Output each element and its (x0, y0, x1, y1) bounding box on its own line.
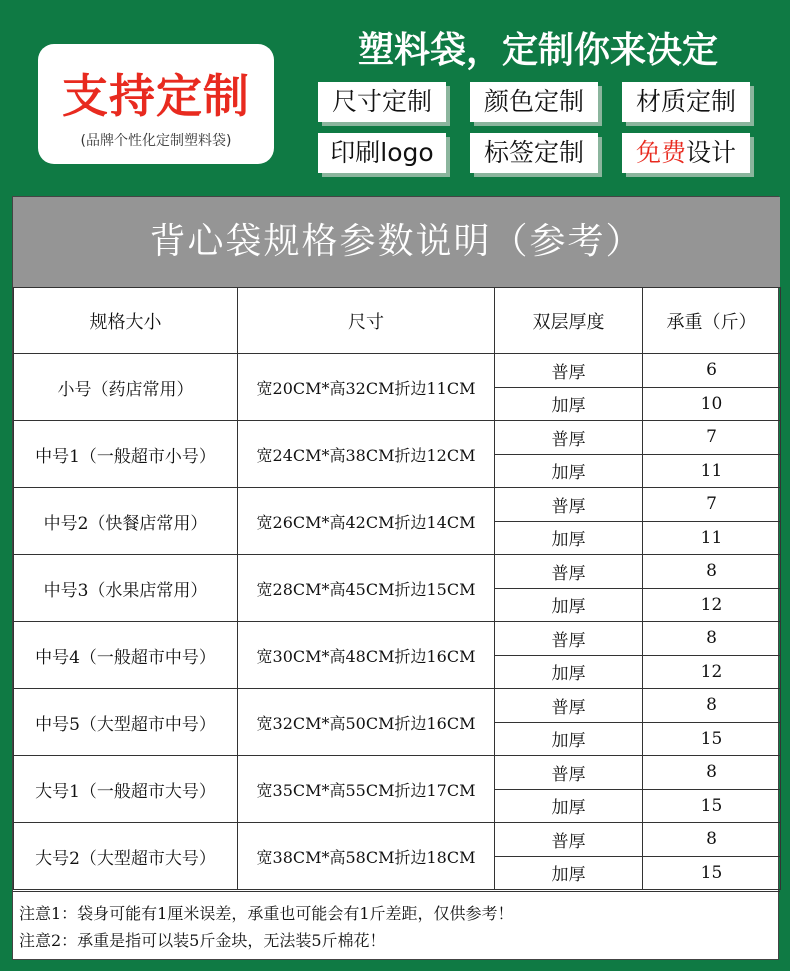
header-size: 尺寸 (238, 288, 495, 354)
tag-label: 印刷logo (330, 138, 434, 167)
tag-label-free: 免费 (635, 138, 686, 167)
spec-name-cell: 中号2（快餐店常用） (14, 488, 238, 555)
size-cell: 宽24CM*高38CM折边12CM (238, 421, 495, 488)
size-cell: 宽28CM*高45CM折边15CM (238, 555, 495, 622)
promo-title: 支持定制 (62, 69, 250, 123)
load-cell: 8 (643, 756, 781, 790)
load-cell: 12 (643, 588, 781, 622)
promo-box (38, 44, 274, 164)
tag-size-custom (318, 82, 446, 122)
size-cell: 宽32CM*高50CM折边16CM (238, 689, 495, 756)
header-spec: 规格大小 (14, 288, 238, 354)
load-cell: 8 (643, 555, 781, 589)
thickness-cell: 加厚 (495, 856, 643, 890)
promo-subtitle: (品牌个性化定制塑料袋) (80, 133, 232, 149)
load-cell: 12 (643, 655, 781, 689)
tag-label: 标签定制 (483, 138, 584, 167)
size-cell: 宽38CM*高58CM折边18CM (238, 823, 495, 890)
size-cell: 宽26CM*高42CM折边14CM (238, 488, 495, 555)
tag-label: 尺寸定制 (331, 87, 432, 116)
thickness-cell: 加厚 (495, 655, 643, 689)
load-cell: 15 (643, 789, 781, 823)
tag-logo-print (318, 133, 446, 173)
load-cell: 6 (643, 354, 781, 388)
load-cell: 11 (643, 521, 781, 555)
thickness-cell: 普厚 (495, 689, 643, 723)
spec-name-cell: 中号1（一般超市小号） (14, 421, 238, 488)
load-cell: 8 (643, 622, 781, 656)
table-row (14, 354, 781, 388)
load-cell: 8 (643, 689, 781, 723)
spec-name-cell: 小号（药店常用） (14, 354, 238, 421)
table-row (14, 421, 781, 455)
table-row (14, 555, 781, 589)
header-load: 承重（斤） (643, 288, 781, 354)
thickness-cell: 加厚 (495, 521, 643, 555)
load-cell: 11 (643, 454, 781, 488)
thickness-cell: 普厚 (495, 555, 643, 589)
spec-table-panel (12, 196, 779, 960)
spec-name-cell: 中号5（大型超市中号） (14, 689, 238, 756)
table-row (14, 689, 781, 723)
thickness-cell: 加厚 (495, 722, 643, 756)
headline: 塑料袋，定制你来决定 (357, 30, 718, 71)
size-cell: 宽20CM*高32CM折边11CM (238, 354, 495, 421)
tag-label-design: 设计 (686, 138, 737, 167)
load-cell: 7 (643, 421, 781, 455)
table-row (14, 823, 781, 857)
spec-name-cell: 中号3（水果店常用） (14, 555, 238, 622)
spec-name-cell: 大号1（一般超市大号） (14, 756, 238, 823)
table-row (14, 622, 781, 656)
table-header-row (14, 288, 781, 354)
tag-material-custom (622, 82, 750, 122)
tag-color-custom (470, 82, 598, 122)
load-cell: 15 (643, 856, 781, 890)
spec-table-body (14, 354, 781, 890)
thickness-cell: 加厚 (495, 387, 643, 421)
header-thickness: 双层厚度 (495, 288, 643, 354)
table-row (14, 756, 781, 790)
thickness-cell: 普厚 (495, 756, 643, 790)
spec-name-cell: 中号4（一般超市中号） (14, 622, 238, 689)
size-cell: 宽30CM*高48CM折边16CM (238, 622, 495, 689)
tag-label-custom (470, 133, 598, 173)
load-cell: 7 (643, 488, 781, 522)
load-cell: 15 (643, 722, 781, 756)
size-cell: 宽35CM*高55CM折边17CM (238, 756, 495, 823)
spec-table (13, 287, 781, 890)
thickness-cell: 普厚 (495, 488, 643, 522)
tag-label: 颜色定制 (483, 87, 584, 116)
thickness-cell: 加厚 (495, 588, 643, 622)
note-1: 注意1：袋身可能有1厘米误差，承重也可能会有1斤差距，仅供参考！ (19, 904, 514, 923)
thickness-cell: 加厚 (495, 789, 643, 823)
table-title: 背心袋规格参数说明（参考） (13, 197, 780, 287)
note-2: 注意2：承重是指可以装5斤金块，无法装5斤棉花！ (19, 931, 386, 950)
notes (13, 891, 780, 961)
thickness-cell: 普厚 (495, 354, 643, 388)
thickness-cell: 普厚 (495, 421, 643, 455)
thickness-cell: 普厚 (495, 823, 643, 857)
load-cell: 8 (643, 823, 781, 857)
tag-free-design (622, 133, 750, 173)
tag-label: 材质定制 (635, 87, 736, 116)
table-row (14, 488, 781, 522)
thickness-cell: 加厚 (495, 454, 643, 488)
load-cell: 10 (643, 387, 781, 421)
spec-name-cell: 大号2（大型超市大号） (14, 823, 238, 890)
thickness-cell: 普厚 (495, 622, 643, 656)
